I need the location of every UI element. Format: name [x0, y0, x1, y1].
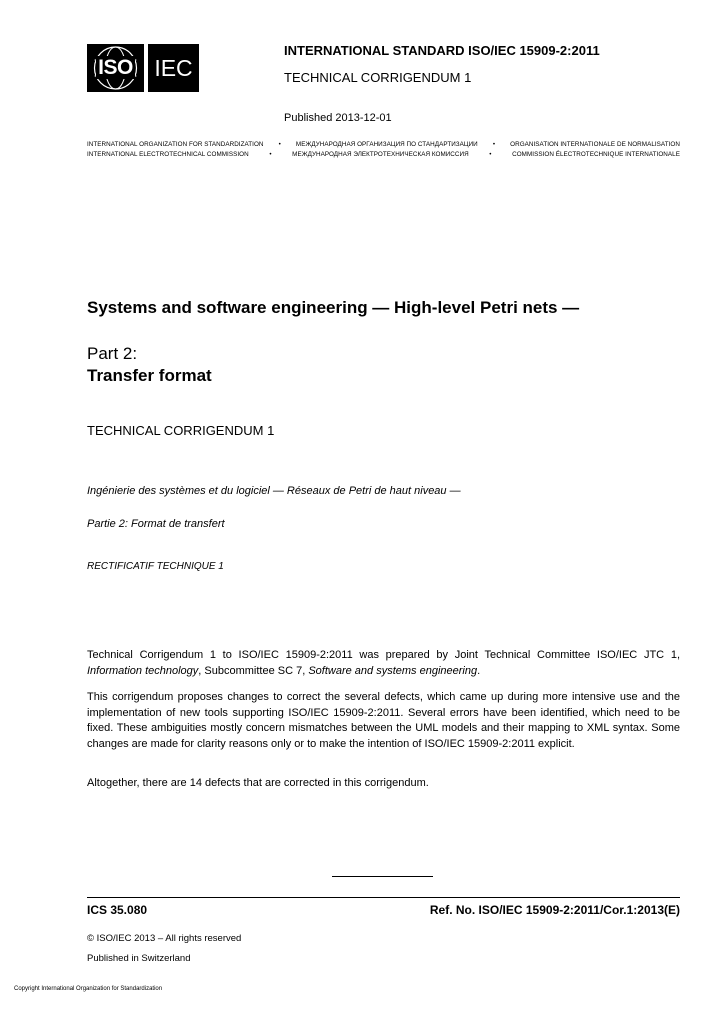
published-date: Published 2013-12-01 — [284, 112, 392, 124]
p1-text: , Subcommittee SC 7, — [198, 664, 309, 677]
short-divider — [332, 876, 433, 877]
defects-paragraph: Altogether, there are 14 defects that are corrected in this corrigendum. — [87, 777, 429, 789]
published-in: Published in Switzerland — [87, 953, 191, 964]
french-title: Ingénierie des systèmes et du logiciel — Réseaux de Petri de haut niveau — — [87, 485, 461, 497]
iso-logo-text: ISO — [98, 56, 133, 79]
iec-logo: IEC — [148, 44, 199, 92]
preparation-paragraph — [87, 648, 680, 679]
copyright-line: © ISO/IEC 2013 – All rights reserved — [87, 933, 242, 944]
org-iso-fr: ORGANISATION INTERNATIONALE DE NORMALISATION — [510, 141, 680, 148]
corrigendum-title: TECHNICAL CORRIGENDUM 1 — [87, 423, 275, 438]
org-iec-en: INTERNATIONAL ELECTROTECHNICAL COMMISSION — [87, 151, 249, 158]
organizations-line-2 — [87, 151, 680, 158]
iso-logo — [87, 44, 144, 92]
iso-iec-logo — [87, 44, 199, 92]
footer-divider — [87, 897, 680, 898]
p1-committee-name: Information technology — [87, 664, 199, 677]
org-iso-en: INTERNATIONAL ORGANIZATION FOR STANDARDIZATION — [87, 141, 264, 148]
org-iso-ru: МЕЖДУНАРОДНАЯ ОРГАНИЗАЦИЯ ПО СТАНДАРТИЗАЦИИ — [295, 141, 478, 148]
corrigendum-header: TECHNICAL CORRIGENDUM 1 — [284, 70, 472, 85]
reference-number: Ref. No. ISO/IEC 15909-2:2011/Cor.1:2013(E) — [429, 903, 680, 917]
p1-subcommittee-name: Software and systems engineering — [308, 664, 478, 677]
p1-text: . — [477, 664, 481, 677]
org-separator: • — [489, 151, 492, 158]
standard-title: INTERNATIONAL STANDARD ISO/IEC 15909-2:2011 — [284, 43, 600, 58]
org-iec-ru: МЕЖДУНАРОДНАЯ ЭЛЕКТРОТЕХНИЧЕСКАЯ КОМИССИЯ — [292, 151, 469, 158]
organizations-line-1 — [87, 141, 680, 148]
org-iec-fr: COMMISSION ÉLECTROTECHNIQUE INTERNATIONALE — [512, 151, 680, 158]
document-title: Systems and software engineering — High-level Petri nets — — [87, 298, 580, 317]
part-title: Transfer format — [87, 366, 212, 385]
p1-text: Technical Corrigendum 1 to ISO/IEC 15909-2:2011 was prepared by Joint Technical Committee ISO/IEC JTC 1, — [87, 649, 680, 661]
french-rectificatif: RECTIFICATIF TECHNIQUE 1 — [87, 561, 224, 572]
french-part-title: Partie 2: Format de transfert — [87, 518, 225, 530]
purpose-paragraph: This corrigendum proposes changes to correct the several defects, which came up during more intensive use and the implementation of new tools supporting ISO/IEC 15909-2:2011. Several errors have been identified, which need to be fixed. These ambiguities mostly concern mismatches between the UML models and their mapping to XML syntax. Some changes are made for clarity reasons only or to make the intention of ISO/IEC 15909-2:2011 explicit. — [87, 691, 680, 750]
org-separator: • — [278, 141, 281, 148]
part-label: Part 2: — [87, 344, 138, 363]
org-separator: • — [492, 141, 496, 148]
ics-code: ICS 35.080 — [87, 903, 148, 917]
copyright-notice: Copyright International Organization for Standardization — [14, 986, 163, 992]
org-separator: • — [269, 151, 272, 158]
